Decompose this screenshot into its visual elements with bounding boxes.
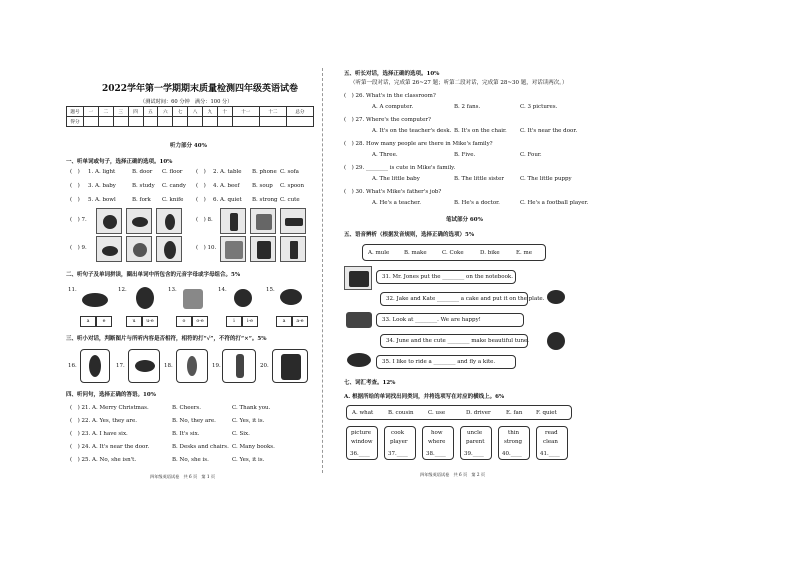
option: A. He's a teacher. [372,200,422,206]
option: B. Cheers. [172,405,201,411]
score-cell[interactable] [188,117,203,127]
vowel-option[interactable]: o-e [192,316,208,327]
option: 4. A. beef [213,183,240,189]
q27-stem[interactable]: ( ) 27. Where's the computer? [344,117,431,123]
option: C. He's a football player. [520,200,589,206]
q30-stem[interactable]: ( ) 30. What's Mike's father's job? [344,189,442,195]
score-cell[interactable] [286,117,313,127]
card-word: player [390,439,408,445]
written-header: 笔试部分 60% [446,217,483,223]
page1-footer: 四年级英语试卷 共 6 页 第 1 页 [150,474,216,479]
q26-stem[interactable]: ( ) 26. What's in the classroom? [344,93,436,99]
sec6-option: A. mule [368,250,390,256]
score-row-label: 得分 [67,117,84,127]
score-cell[interactable] [232,117,259,127]
q7-picture-b [126,208,152,234]
score-col: 一 [84,107,99,117]
q14-num: 14. [218,287,227,293]
bike-picture [344,345,374,371]
q10-picture-b [250,236,276,262]
score-col: 四 [128,107,143,117]
q8-picture-c [280,208,306,234]
q23-stem[interactable]: ( ) 23. A. I have six. [70,431,128,437]
q19-picture[interactable] [222,349,256,383]
option: B. fork [132,197,151,203]
q10-picture-c [280,236,306,262]
option: C. spoon [280,183,305,189]
vowel-option[interactable]: o [176,316,192,327]
option: 1. A. light [88,169,116,175]
sec4-heading: 四、听问句，选择正确的答语。10% [66,392,156,398]
card-word: how [431,430,443,436]
vowel-option[interactable]: i-e [242,316,258,327]
card-word: cook [391,430,405,436]
sentence-32: 32. Jake and Kate ________ a cake and put it on the plate. [386,296,545,302]
score-col: 三 [113,107,128,117]
score-row-label: 题号 [67,107,84,117]
q12-num: 12. [118,287,127,293]
option: B. 2 fans. [454,104,481,110]
card-word: clean [543,439,558,445]
q9-picture-b [126,236,152,262]
binding-line [322,68,323,473]
score-col: 七 [173,107,188,117]
sec7-option: D. driver [466,410,491,416]
q-paren[interactable]: ( ) [196,197,206,203]
q7-picture-a [96,208,122,234]
score-cell[interactable] [173,117,188,127]
score-col: 二 [98,107,113,117]
option: B. Five. [454,152,476,158]
card-word: window [351,439,373,445]
q17-num: 17. [116,363,125,369]
option: B. It's on the chair. [454,128,507,134]
q29-stem[interactable]: ( ) 29. ________ is cute in Mike's family. [344,165,456,171]
option: 2. A. table [213,169,242,175]
q-paren[interactable]: ( ) [70,169,80,175]
sec6-option: E. me [516,250,532,256]
answer-blank[interactable]: 40.____ [502,451,522,457]
q8-picture-b [250,208,276,234]
option: C. knife [162,197,184,203]
q-paren[interactable]: ( ) [196,169,206,175]
option: C. Yes, it is. [232,457,265,463]
card-word: thin [508,430,520,436]
q-paren[interactable]: ( ) [70,183,80,189]
q20-num: 20. [260,363,269,369]
vowel-option[interactable]: i [226,316,242,327]
q15-num: 15. [266,287,275,293]
q11-num: 11. [68,287,77,293]
answer-blank[interactable]: 38.____ [426,451,446,457]
option: B. soup [252,183,273,189]
q7-label[interactable]: ( ) 7. [70,217,87,223]
option: B. Desks and chairs. [172,444,229,450]
option: C. candy [162,183,187,189]
q22-stem[interactable]: ( ) 22. A. Yes, they are. [70,418,138,424]
vowel-option[interactable]: e [96,316,112,327]
sec7-option: F. quiet [536,410,557,416]
q20-picture[interactable] [272,349,308,383]
cake-picture [544,284,568,308]
sec5-heading: 五、听长对话，选择正确的选项。10% [344,71,440,77]
sec7-sub: A. 根据所给的单词找出同类词，并将选项写在对应的横线上。6% [344,394,505,400]
sec6-option: D. bike [480,250,500,256]
vowel-option[interactable]: u-e [142,316,158,327]
bag-picture [178,283,208,313]
sec5-sub: （听第一段对话，完成第 26~27 题；听第二段对话，完成第 28~30 题，对话读两次。） [350,80,568,86]
exam-info: （测试时间：60 分钟 满分：100 分） [140,99,233,105]
page2-footer: 四年级英语试卷 共 6 页 第 2 页 [420,472,486,477]
vowel-option[interactable]: a-e [292,316,308,327]
q28-stem[interactable]: ( ) 28. How many people are there in Mike's family? [344,141,493,147]
sentence-33: 33. Look at ________. We are happy! [382,317,481,323]
exam-title: 2022学年第一学期期末质量检测四年级英语试卷 [102,84,299,94]
bird-picture [276,283,306,313]
sec1-heading: 一、听单词或句子，选择正确的选项。10% [66,159,173,165]
sec7-option: C. use [428,410,446,416]
score-col: 十二 [259,107,286,117]
q19-num: 19. [212,363,221,369]
score-cell[interactable] [259,117,286,127]
sentence-34: 34. June and the cute ________ make beautiful tune. [386,338,529,344]
q13-num: 13. [168,287,177,293]
q16-num: 16. [68,363,77,369]
duck-picture [130,283,160,313]
family-picture [344,306,374,330]
score-cell[interactable] [143,117,158,127]
answer-blank[interactable]: 41.____ [540,451,560,457]
score-cell[interactable] [217,117,232,127]
q16-picture[interactable] [80,349,110,383]
option: 5. A. bowl [88,197,116,203]
option: A. A computer. [372,104,414,110]
q8-label[interactable]: ( ) 8. [196,217,213,223]
option: 6. A. quiet [213,197,242,203]
option: C. The little puppy [520,176,572,182]
sec3-heading: 三、听小对话，判断图片与所听内容是否相符，相符的打“√”，不符的打“×”。5% [66,336,267,342]
score-cell[interactable] [84,117,99,127]
q-paren[interactable]: ( ) [196,183,206,189]
option: C. 3 pictures. [520,104,558,110]
sec7-option: E. fan [506,410,523,416]
hat-picture [80,283,110,313]
option: B. It's six. [172,431,200,437]
mule-picture [544,326,568,354]
sec7-heading: 七、词汇考查。12% [344,380,396,386]
q9-picture-c [156,236,182,262]
answer-blank[interactable]: 36.____ [350,451,370,457]
option: A. It's on the teacher's desk. [372,128,452,134]
option: C. cute [280,197,300,203]
vowel-option[interactable]: u [126,316,142,327]
option: B. The little sister [454,176,504,182]
notebook-picture [344,266,372,290]
vowel-option[interactable]: a [80,316,96,327]
score-cell[interactable] [203,117,218,127]
q7-picture-c [156,208,182,234]
option: B. phone [252,169,277,175]
score-cell[interactable] [98,117,113,127]
score-cell[interactable] [128,117,143,127]
option: C. Four. [520,152,542,158]
listening-header: 听力部分 40% [170,143,207,149]
q-paren[interactable]: ( ) [70,197,80,203]
option: B. door [132,169,153,175]
card-word: where [428,439,446,445]
q25-stem[interactable]: ( ) 25. A. No, she isn't. [70,457,137,463]
q21-stem[interactable]: ( ) 21. A. Merry Christmas. [70,405,149,411]
card-word: strong [504,439,523,445]
option: C. Six. [232,431,250,437]
q18-picture[interactable] [176,349,208,383]
sec7-option: A. what [352,410,374,416]
option: B. No, they are. [172,418,216,424]
option: C. Many books. [232,444,275,450]
sec6-heading: 五、语音辨析（根据发音规则，选择正确的选项）5% [344,232,475,238]
answer-blank[interactable]: 39.____ [464,451,484,457]
option: B. He's a doctor. [454,200,500,206]
option: C. Yes, it is. [232,418,265,424]
score-cell[interactable] [158,117,173,127]
answer-blank[interactable]: 37.____ [388,451,408,457]
option: B. No, she is. [172,457,209,463]
option: C. Thank you. [232,405,271,411]
option: A. The little baby [372,176,420,182]
card-word: uncle [467,430,483,436]
sec2-heading: 二、听句子及单词拼读，圈出单词中所包含的元音字母或字母组合。5% [66,272,241,278]
q24-stem[interactable]: ( ) 24. A. It's near the door. [70,444,150,450]
score-cell[interactable] [113,117,128,127]
q10-picture-a [220,236,246,262]
sec6-option: C. Coke [442,250,464,256]
vowel-option[interactable]: a [276,316,292,327]
q8-picture-a [220,208,246,234]
snail-picture [228,283,258,313]
q10-label[interactable]: ( ) 10. [196,245,217,251]
score-col: 六 [158,107,173,117]
sentence-31: 31. Mr. Jones put the ________ on the notebook. [382,274,513,280]
card-word: picture [351,430,371,436]
sec7-option: B. cousin [388,410,414,416]
score-col: 五 [143,107,158,117]
option: 3. A. baby [88,183,116,189]
option: C. floor [162,169,183,175]
q18-num: 18. [164,363,173,369]
option: B. strong [252,197,278,203]
score-col: 九 [203,107,218,117]
score-col: 八 [188,107,203,117]
q17-picture[interactable] [128,349,160,383]
sec6-option: B. make [404,250,427,256]
option: A. Three. [372,152,398,158]
sentence-35: 35. I like to ride a ________ and fly a kite. [382,359,496,365]
q9-picture-a [96,236,122,262]
card-word: parent [466,439,485,445]
score-col: 总分 [286,107,313,117]
option: C. It's near the door. [520,128,578,134]
card-word: read [545,430,558,436]
score-col: 十一 [232,107,259,117]
score-col: 十 [217,107,232,117]
score-table [66,106,314,127]
option: C. sofa [280,169,299,175]
option: B. study [132,183,155,189]
q9-label[interactable]: ( ) 9. [70,245,87,251]
